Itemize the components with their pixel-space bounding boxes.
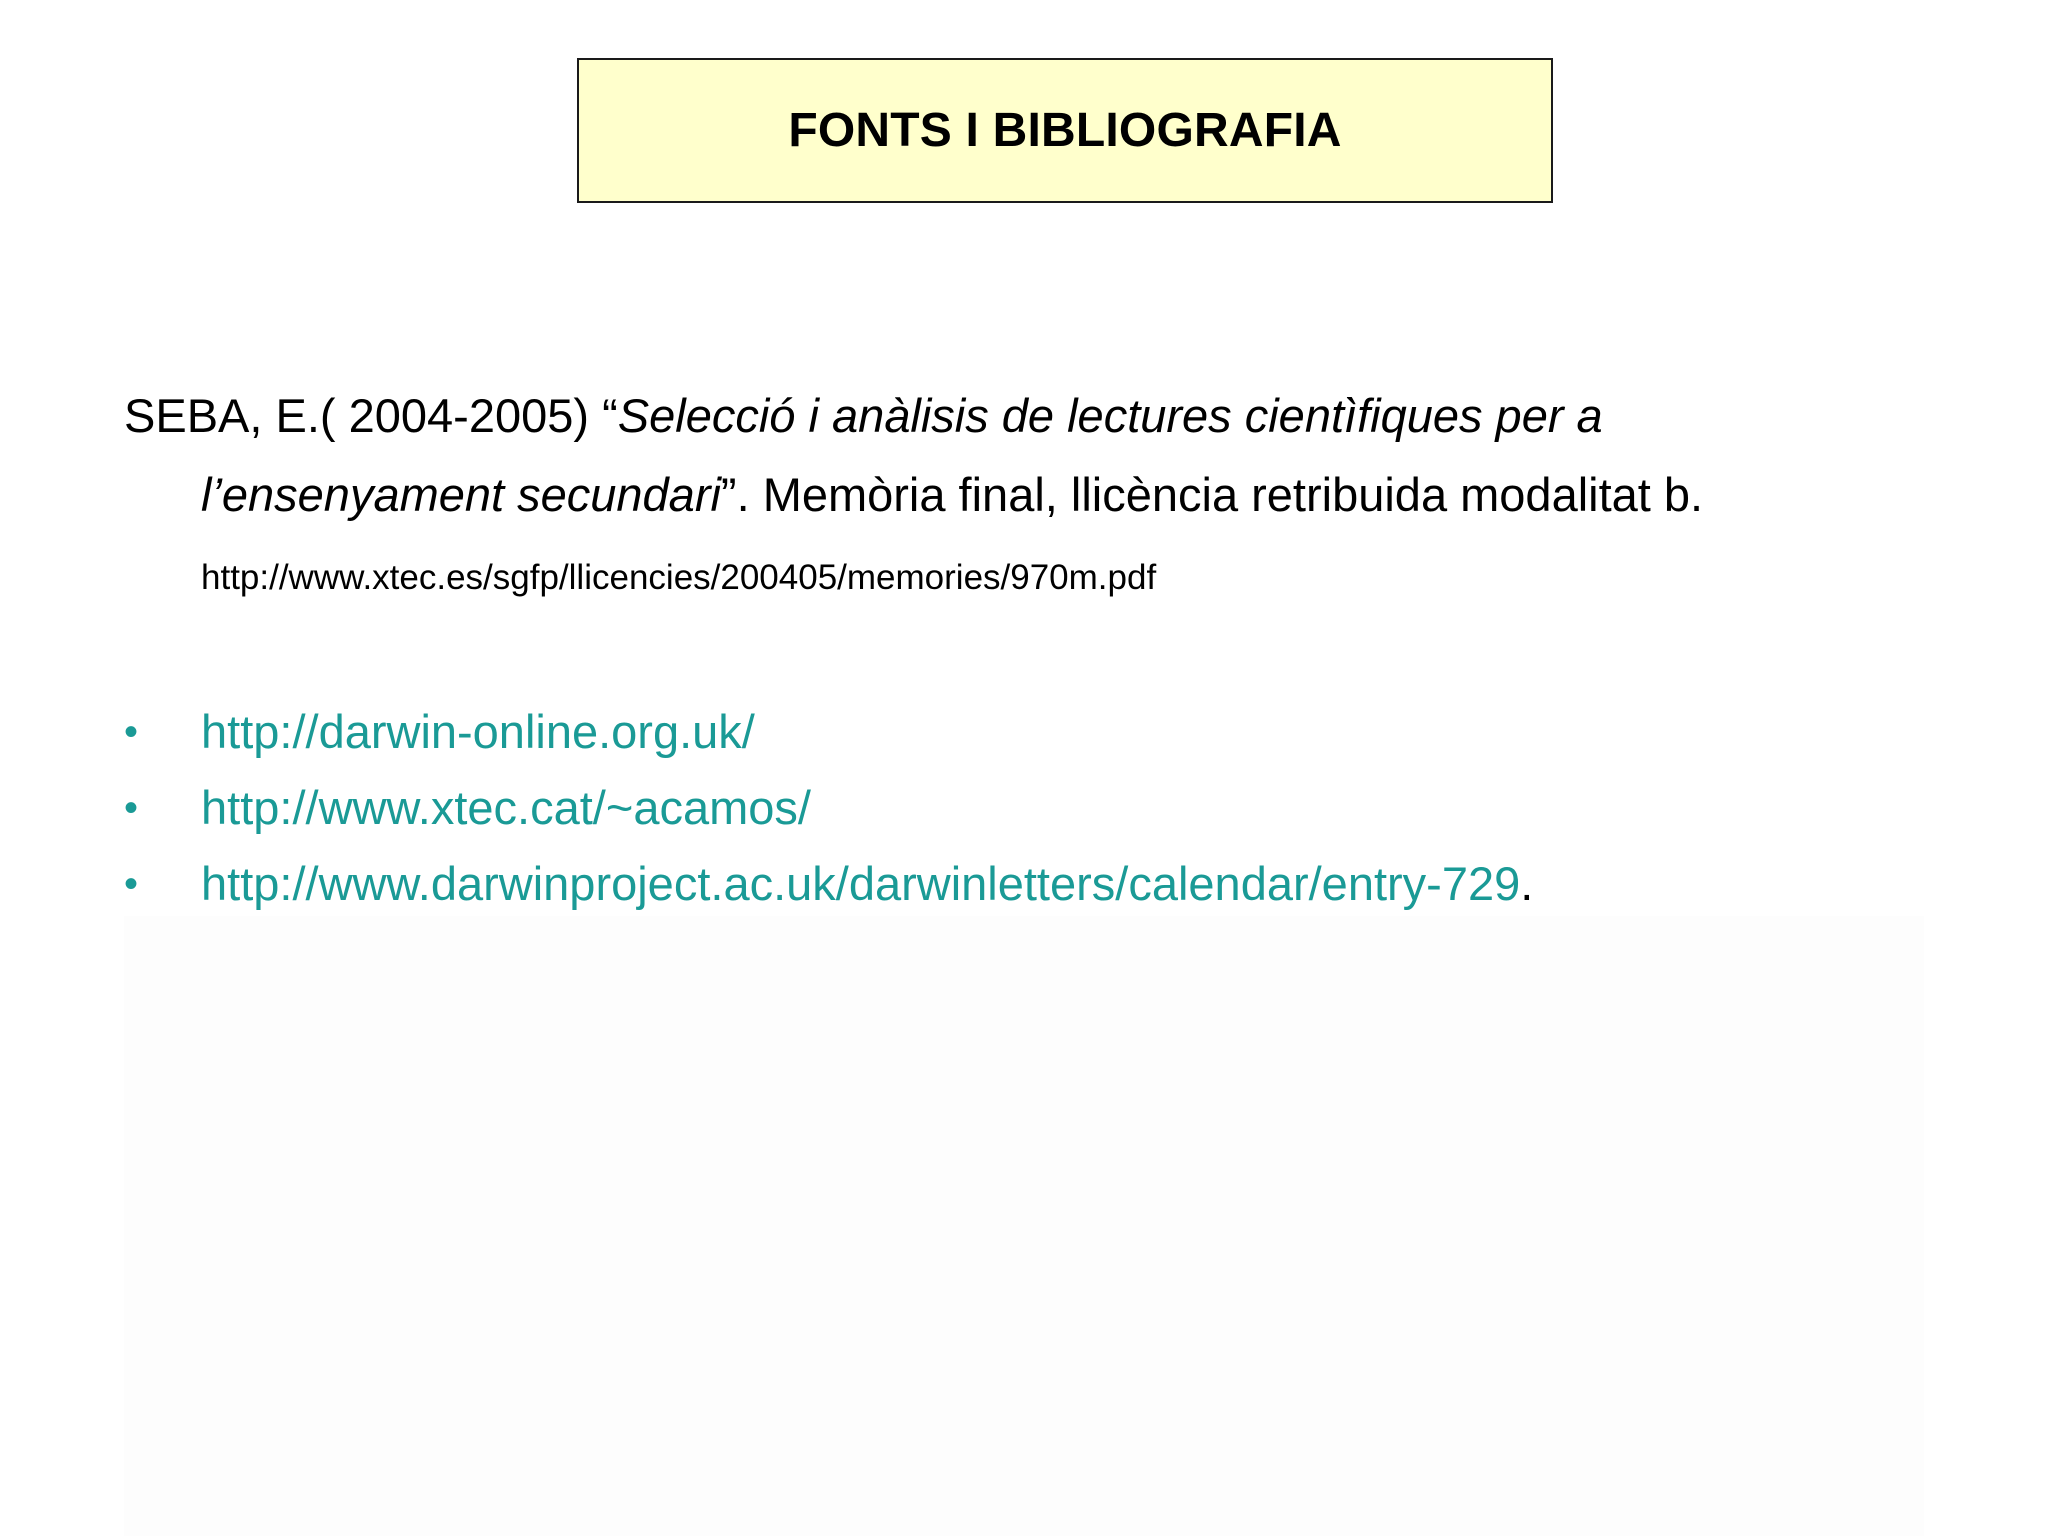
list-item [124,694,1533,770]
slide-title: FONTS I BIBLIOGRAFIA [788,104,1342,157]
reference-title-part-1: Selecció i anàlisis de lectures cientìfiques per a [617,389,1603,442]
darwin-project-link[interactable]: http://www.darwinproject.ac.uk/darwinletters/calendar/entry-729 [201,857,1521,910]
reference-line-1 [124,376,1924,455]
reference-end-mark: . [1690,468,1704,521]
darwin-online-link[interactable]: http://darwin-online.org.uk/ [201,705,755,758]
bullet-icon: • [124,786,139,830]
content-background [124,916,1924,1536]
link-trailing-text: . [1520,857,1534,910]
link-list [124,694,1533,922]
xtec-acamos-link[interactable]: http://www.xtec.cat/~acamos/ [201,781,811,834]
reference-title-part-2: l’ensenyament secundari [201,468,721,521]
reference-url: http://www.xtec.es/sgfp/llicencies/200405/memories/970m.pdf [201,558,1157,597]
bullet-icon: • [124,862,139,906]
reference-author-date: SEBA, E.( 2004-2005) “ [124,389,618,442]
list-item [124,846,1533,922]
reference-description: ”. Memòria final, llicència retribuida modalitat b [720,468,1691,521]
title-box [577,58,1553,203]
bullet-icon: • [124,710,139,754]
list-item [124,770,1533,846]
reference-line-2 [124,455,1924,534]
bibliography-reference [124,376,1924,534]
